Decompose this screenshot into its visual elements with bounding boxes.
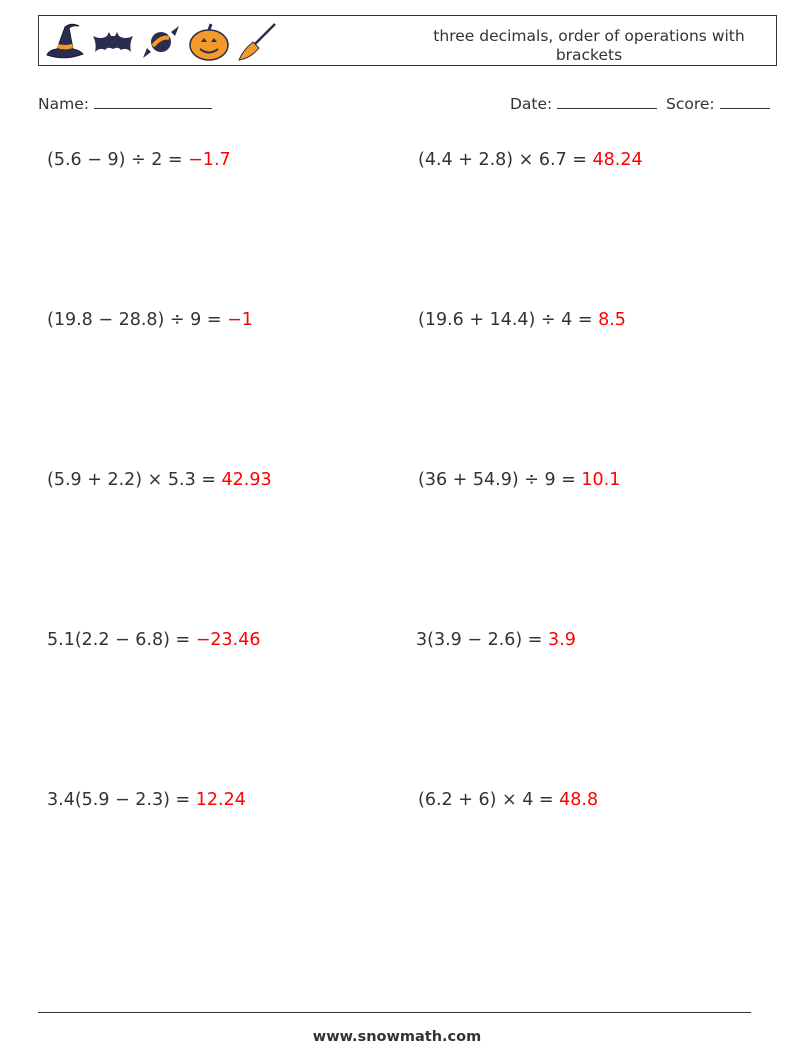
problem-6 <box>418 470 620 490</box>
problem-answer: −23.46 <box>195 630 261 650</box>
problem-answer: 8.5 <box>598 310 626 330</box>
footer-divider <box>38 1012 751 1013</box>
problem-5 <box>47 470 272 490</box>
score-label: Score: <box>666 95 715 113</box>
problem-answer: −1.7 <box>188 150 231 170</box>
worksheet-title: three decimals, order of operations with brackets <box>433 27 745 64</box>
problem-question: 3.4(5.9 − 2.3) = <box>47 790 191 810</box>
halloween-icons <box>43 20 279 64</box>
problem-question: (5.6 − 9) ÷ 2 = <box>47 150 183 170</box>
problem-9 <box>47 790 246 810</box>
date-label: Date: <box>510 95 553 113</box>
problem-2 <box>418 150 643 170</box>
witch-hat-icon <box>43 22 87 62</box>
date-field[interactable] <box>510 94 657 113</box>
candy-icon <box>139 22 183 62</box>
broom-icon <box>235 22 279 62</box>
problem-answer: 12.24 <box>195 790 246 810</box>
problem-answer: 3.9 <box>548 630 576 650</box>
pumpkin-icon <box>187 22 231 62</box>
problem-question: 5.1(2.2 − 6.8) = <box>47 630 191 650</box>
footer-url[interactable]: www.snowmath.com <box>312 1029 482 1045</box>
problem-4 <box>418 310 626 330</box>
problem-7 <box>47 630 261 650</box>
problem-8 <box>416 630 576 650</box>
problem-question: (5.9 + 2.2) × 5.3 = <box>47 470 216 490</box>
problem-answer: 48.8 <box>559 790 599 810</box>
problem-question: (36 + 54.9) ÷ 9 = <box>418 470 576 490</box>
name-blank[interactable] <box>94 94 212 109</box>
problem-10 <box>418 790 598 810</box>
problem-question: (4.4 + 2.8) × 6.7 = <box>418 150 587 170</box>
problem-1 <box>47 150 231 170</box>
problem-answer: 48.24 <box>592 150 643 170</box>
problem-answer: −1 <box>227 310 253 330</box>
header-box <box>38 15 777 66</box>
problem-question: (19.6 + 14.4) ÷ 4 = <box>418 310 593 330</box>
name-field[interactable] <box>38 94 212 113</box>
score-field[interactable] <box>666 94 770 113</box>
problem-question: (19.8 − 28.8) ÷ 9 = <box>47 310 222 330</box>
date-blank[interactable] <box>557 94 657 109</box>
problem-question: (6.2 + 6) × 4 = <box>418 790 554 810</box>
problem-answer: 10.1 <box>581 470 621 490</box>
score-blank[interactable] <box>720 94 770 109</box>
problem-3 <box>47 310 253 330</box>
problem-answer: 42.93 <box>221 470 272 490</box>
name-label: Name: <box>38 95 89 113</box>
problem-question: 3(3.9 − 2.6) = <box>416 630 543 650</box>
bat-icon <box>91 22 135 62</box>
